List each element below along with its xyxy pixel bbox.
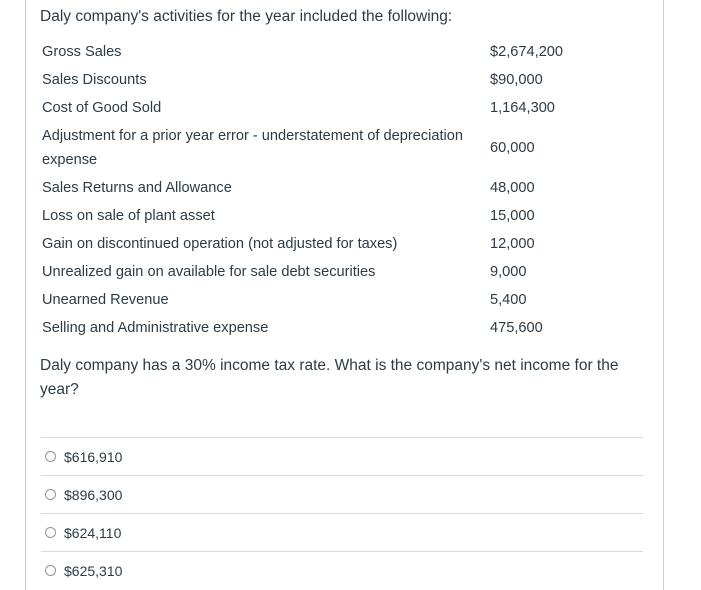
answer-options — [41, 437, 643, 589]
table-row — [40, 286, 563, 314]
question-intro: Daly company's activities for the year included the following: — [40, 8, 453, 25]
answer-option[interactable] — [41, 475, 643, 513]
radio-button[interactable] — [45, 489, 56, 500]
table-row — [40, 122, 563, 174]
item-value: 15,000 — [490, 208, 535, 224]
item-label: Unearned Revenue — [42, 292, 169, 308]
table-row — [40, 94, 563, 122]
radio-button[interactable] — [45, 451, 56, 462]
item-value: $90,000 — [490, 72, 543, 88]
answer-label[interactable]: $624,110 — [64, 524, 122, 541]
item-value: 1,164,300 — [490, 100, 555, 116]
item-value: 5,400 — [490, 292, 527, 308]
table-row — [40, 38, 563, 66]
activities-table — [40, 38, 563, 342]
item-value: $2,674,200 — [490, 44, 564, 60]
answer-option[interactable] — [41, 551, 643, 589]
item-label: Gain on discontinued operation (not adjusted for taxes) — [42, 236, 398, 252]
item-value: 48,000 — [490, 180, 535, 196]
item-value: 60,000 — [490, 140, 535, 156]
table-row — [40, 258, 563, 286]
answer-label[interactable]: $896,300 — [64, 486, 123, 503]
answer-label[interactable]: $625,310 — [64, 562, 123, 579]
table-row — [40, 202, 563, 230]
item-label: Unrealized gain on available for sale debt securities — [42, 264, 376, 280]
item-value: 12,000 — [490, 236, 535, 252]
item-label: Selling and Administrative expense — [42, 320, 269, 336]
answer-label[interactable]: $616,910 — [64, 448, 123, 465]
item-label: Sales Returns and Allowance — [42, 180, 232, 196]
question-text: Daly company has a 30% income tax rate. What is the company's net income for the year? — [40, 357, 619, 398]
radio-button[interactable] — [45, 565, 56, 576]
table-row — [40, 66, 563, 94]
table-row — [40, 314, 563, 342]
radio-button[interactable] — [45, 527, 56, 538]
item-label: Loss on sale of plant asset — [42, 208, 215, 224]
table-row — [40, 230, 563, 258]
answer-option[interactable] — [41, 513, 643, 551]
item-value: 475,600 — [490, 320, 543, 336]
answer-option[interactable] — [41, 437, 643, 475]
table-row — [40, 174, 563, 202]
item-label: Sales Discounts — [42, 72, 147, 88]
item-label: Cost of Good Sold — [42, 100, 162, 116]
item-label: Adjustment for a prior year error - understatement of depreciation expense — [42, 128, 463, 168]
item-value: 9,000 — [490, 264, 527, 280]
item-label: Gross Sales — [42, 44, 122, 60]
